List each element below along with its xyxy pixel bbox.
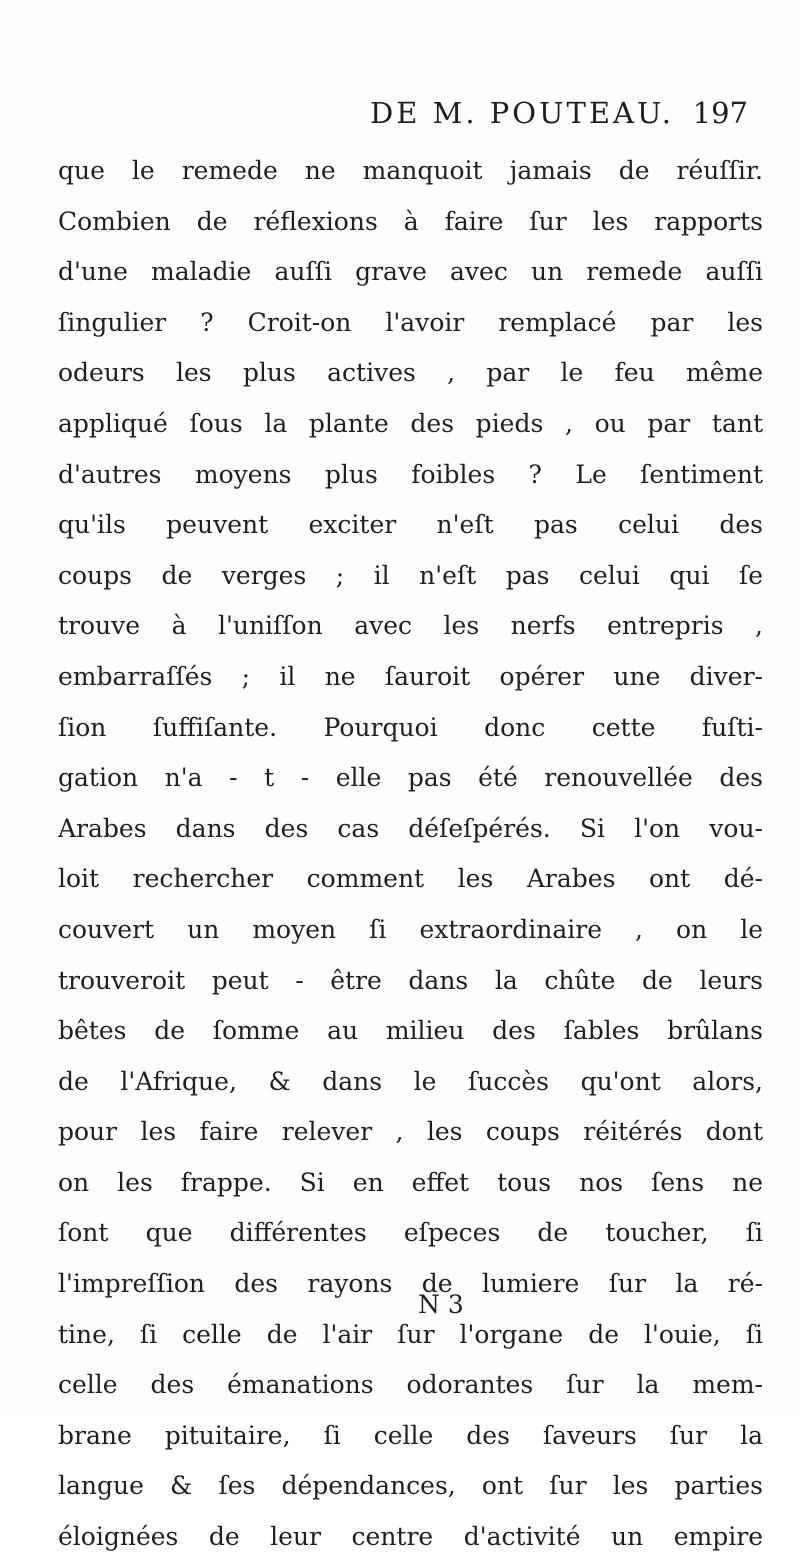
text-line: ſingulier ? Croit-on l'avoir remplacé par les [58, 307, 763, 337]
text-line: embarraſſés ; il ne ſauroit opérer une diver- [58, 661, 763, 691]
text-line: Arabes dans des cas déſeſpérés. Si l'on vou- [58, 813, 763, 843]
text-line: de l'Afrique, & dans le ſuccès qu'ont alors, [58, 1066, 763, 1096]
running-head-title: DE M. POUTEAU. [370, 96, 674, 130]
text-line: l'impreſſion des rayons de lumiere ſur la ré- [58, 1269, 763, 1299]
text-line: loit rechercher comment les Arabes ont dé- [58, 864, 763, 894]
text-line: ſion ſuffiſante. Pourquoi donc cette fuſti- [58, 712, 763, 742]
text-line: odeurs les plus actives , par le feu même [58, 358, 763, 388]
text-line: gation n'a - t - elle pas été renouvellée des [58, 763, 763, 793]
text-line: trouveroit peut - être dans la chûte de leurs [58, 965, 763, 995]
signature-mark: N 3 [418, 1290, 464, 1319]
text-line: qu'ils peuvent exciter n'eſt pas celui des [58, 510, 763, 540]
text-line: d'une maladie auſſi grave avec un remede auſſi [58, 257, 763, 287]
running-head [60, 96, 760, 136]
text-line: coups de verges ; il n'eſt pas celui qui ſe [58, 560, 763, 590]
text-line: bêtes de ſomme au milieu des ſables brûlans [58, 1016, 763, 1046]
text-line: ſont que différentes eſpeces de toucher, ſi [58, 1218, 763, 1248]
text-line: langue & ſes dépendances, ont ſur les parties [58, 1471, 763, 1501]
text-line: couvert un moyen ſi extraordinaire , on le [58, 914, 763, 944]
body-text [58, 146, 763, 1563]
text-line: d'autres moyens plus foibles ? Le ſentiment [58, 459, 763, 489]
text-line: que le remede ne manquoit jamais de réuſſir. [58, 156, 763, 185]
text-line: on les frappe. Si en effet tous nos ſens ne [58, 1167, 763, 1197]
page-number: 197 [692, 96, 748, 130]
text-line: celle des émanations odorantes ſur la mem- [58, 1370, 763, 1400]
text-line: éloignées de leur centre d'activité un empire [58, 1522, 763, 1552]
text-line: pour les faire relever , les coups réitérés dont [58, 1117, 763, 1147]
text-line: appliqué ſous la plante des pieds , ou par tant [58, 408, 763, 438]
text-line: Combien de réflexions à faire ſur les rapports [58, 206, 763, 236]
text-line: brane pituitaire, ſi celle des ſaveurs ſur la [58, 1420, 763, 1450]
text-line: trouve à l'uniſſon avec les nerfs entrepris , [58, 611, 763, 641]
text-line: tine, ſi celle de l'air ſur l'organe de l'ouie, ſi [58, 1319, 763, 1349]
